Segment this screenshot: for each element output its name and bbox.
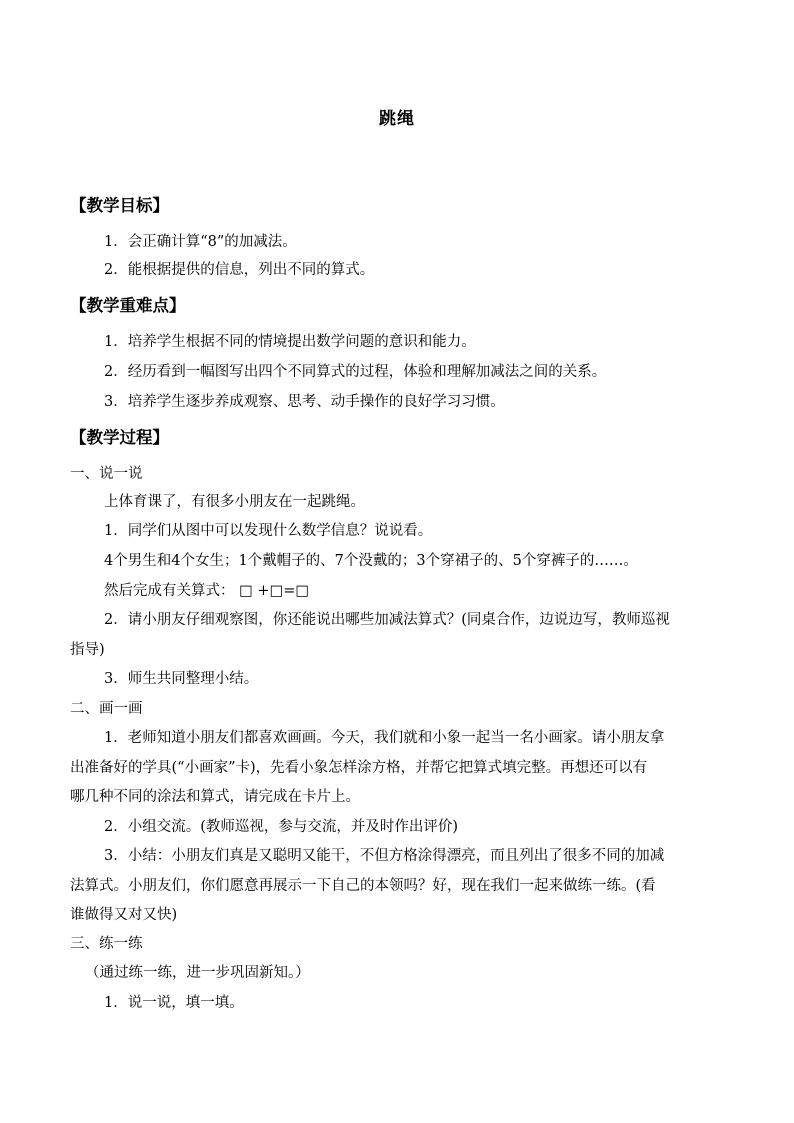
key-point-item-3: 3．培养学生逐步养成观察、思考、动手操作的良好学习习惯。 [104, 394, 505, 410]
key-point-item-1: 1．培养学生根据不同的情境提出数学问题的意识和能力。 [104, 334, 476, 350]
part3-note: （通过练一练，进一步巩固新知。） [85, 965, 310, 981]
part3-item-1: 1．说一说，填一填。 [104, 995, 244, 1011]
part2-title: 二、画一画 [70, 701, 143, 717]
part2-item-3-line-3: 谁做得又对又快) [70, 907, 178, 923]
document-title: 跳绳 [379, 109, 415, 129]
part2-item-1-line-2: 出准备好的学具(“小画家”卡)，先看小象怎样涂方格，并帮它把算式填完整。再想还可以有 [70, 760, 648, 776]
heading-teaching-goals: 【教学目标】 [70, 196, 169, 215]
part1-item-1: 1．同学们从图中可以发现什么数学信息？说说看。 [104, 523, 433, 539]
part2-item-2: 2．小组交流。(教师巡视，参与交流，并及时作出评价) [104, 819, 459, 835]
part2-item-3-line-2: 法算式。小朋友们，你们愿意再展示一下自己的本领吗？好，现在我们一起来做练一练。(看 [70, 878, 656, 894]
goal-item-2: 2．能根据提供的信息，列出不同的算式。 [104, 262, 375, 278]
part2-item-1-line-1: 1．老师知道小朋友们都喜欢画画。今天，我们就和小象一起当一名小画家。请小朋友拿 [104, 730, 665, 746]
part1-title: 一、说一说 [70, 466, 143, 482]
part2-item-1-line-3: 哪几种不同的涂法和算式，请完成在卡片上。 [70, 789, 360, 805]
part3-title: 三、练一练 [70, 936, 143, 952]
part1-item-2-line-1: 2．请小朋友仔细观察图，你还能说出哪些加减法算式？(同桌合作，边说边写，教师巡视 [104, 612, 670, 628]
heading-key-points: 【教学重难点】 [70, 296, 186, 315]
part2-item-3-line-1: 3．小结：小朋友们真是又聪明又能干，不但方格涂得漂亮，而且列出了很多不同的加减 [104, 848, 665, 864]
part1-intro: 上体育课了，有很多小朋友在一起跳绳。 [104, 494, 365, 510]
part1-info: 4个男生和4个女生；1个戴帽子的、7个没戴的；3个穿裙子的、5个穿裤子的……。 [104, 553, 638, 569]
goal-item-1: 1．会正确计算“8”的加减法。 [104, 234, 297, 250]
key-point-item-2: 2．经历看到一幅图写出四个不同算式的过程，体验和理解加减法之间的关系。 [104, 364, 607, 380]
part1-item-3: 3．师生共同整理小结。 [104, 671, 259, 687]
part1-item-2-line-2: 指导) [70, 642, 105, 658]
part1-formula: 然后完成有关算式： □ +□=□ [104, 583, 310, 599]
heading-teaching-process: 【教学过程】 [70, 428, 169, 447]
